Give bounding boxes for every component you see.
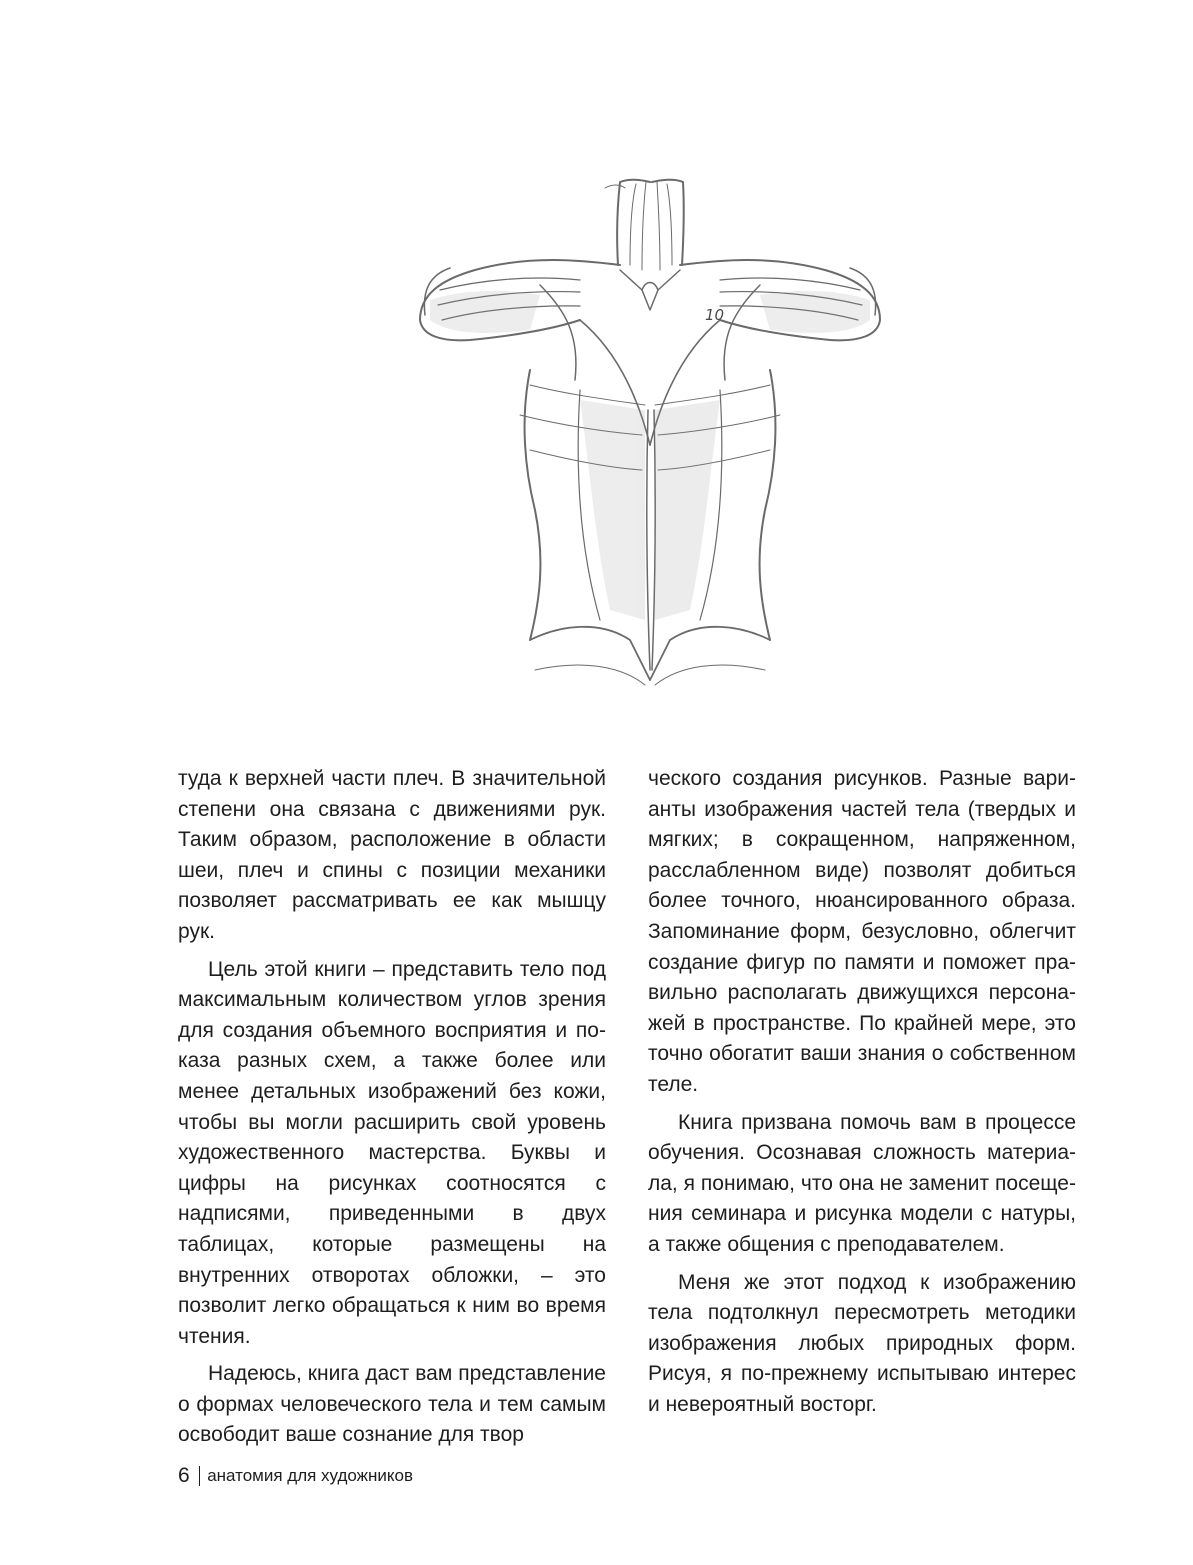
paragraph: Надеюсь, книга даст вам представление о формах человеческого тела и тем самым освободит ваше сознание для твор bbox=[178, 1362, 606, 1447]
paragraph: ческого создания рисунков. Разные варианты изображения частей тела (твердых и мягких; в сокращенном, напряженном, расслабленном виде) позволят добиться более точного, нюансированного образа. Запоминание форм, безусловно, облегчит создание фигур по памяти и поможет правильно располагать движущихся персонажей в пространстве. По крайней мере, это точно обогатит ваши знания о собственном теле. bbox=[648, 767, 1076, 1096]
footer-separator bbox=[199, 1466, 201, 1486]
back-muscles-sketch bbox=[380, 170, 920, 710]
paragraph: Меня же этот подход к изображению тела подтолкнул пересмотреть методики изображения любых природных форм. Рисуя, я по-прежнему испытываю интерес и невероятный восторг. bbox=[648, 1270, 1076, 1416]
left-column bbox=[178, 764, 606, 1458]
anatomy-back-drawing bbox=[380, 170, 920, 710]
paragraph: туда к верхней части плеч. В значительной степени она связана с движениями рук. Таким образом, расположение в области шеи, плеч и спины с позиции механики позволяет рассматривать ее как мышцу рук. bbox=[178, 767, 606, 943]
paragraph: Книга призвана помочь вам в процессе обучения. Осознавая сложность материала, я понимаю, что она не заменит посещения семинара и рисунка модели с натуры, а также общения с преподавателем. bbox=[648, 1110, 1076, 1256]
figure-label: 10 bbox=[705, 306, 725, 324]
page-number: 6 bbox=[178, 1464, 190, 1487]
book-title: анатомия для художников bbox=[207, 1466, 414, 1485]
page-footer bbox=[178, 1464, 413, 1488]
paragraph: Цель этой книги – представить тело под максимальным количеством углов зрения для создания объемного восприятия и показа разных схем, а также более или менее детальных изображений без кожи, чтобы вы могли расширить свой уровень художественного мастерства. Буквы и цифры на рисунках соотносятся с надписями, приведенными в двух таблицах, которые размещены на внутренних отворотах обложки, – это позволит легко обращаться к ним во время чтения. bbox=[178, 957, 606, 1348]
right-column bbox=[648, 764, 1076, 1427]
